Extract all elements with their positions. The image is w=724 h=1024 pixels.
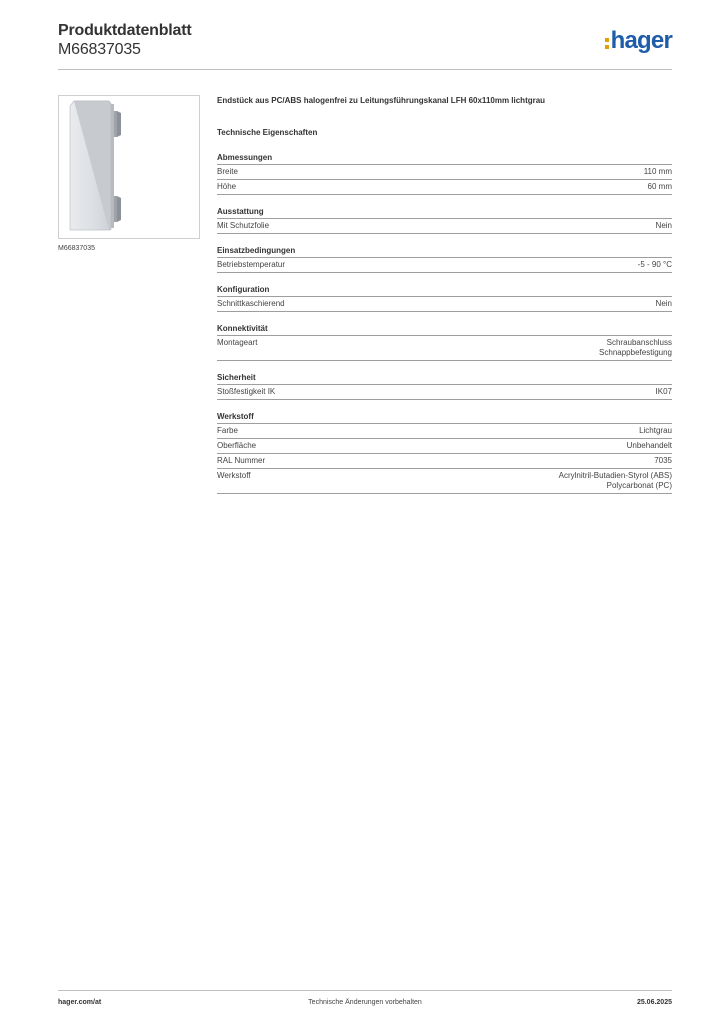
- footer-website-link[interactable]: hager.com/at: [58, 999, 102, 1006]
- spec-label: RAL Nummer: [217, 456, 266, 465]
- spec-value: 7035: [654, 456, 672, 465]
- spec-label: Mit Schutzfolie: [217, 221, 270, 230]
- spec-row: [217, 385, 672, 400]
- spec-label: Stoßfestigkeit IK: [217, 387, 276, 396]
- spec-group-title: Konfiguration: [217, 285, 672, 297]
- spec-group-title: Einsatzbedingungen: [217, 246, 672, 258]
- spec-value: [599, 338, 672, 358]
- end-cap-illustration: [59, 96, 199, 238]
- spec-value-line: Schraubanschluss: [606, 338, 672, 347]
- footer-date: 25.06.2025: [636, 999, 672, 1006]
- spec-value: 60 mm: [647, 182, 672, 191]
- spec-value: IK07: [655, 387, 672, 396]
- spec-label: Werkstoff: [217, 471, 251, 480]
- spec-label: Montageart: [217, 338, 258, 347]
- product-description: Endstück aus PC/ABS halogenfrei zu Leitungsführungskanal LFH 60x110mm lichtgrau: [217, 96, 546, 105]
- spec-row: [217, 180, 672, 195]
- spec-group-ausstattung: [217, 207, 672, 234]
- spec-group-werkstoff: [217, 412, 672, 494]
- spec-group-title: Abmessungen: [217, 153, 672, 165]
- spec-label: Oberfläche: [217, 441, 257, 450]
- spec-value: Lichtgrau: [639, 426, 672, 435]
- product-code: M66837035: [58, 41, 141, 58]
- spec-value: Nein: [655, 221, 672, 230]
- spec-row: [217, 258, 672, 273]
- spec-label: Höhe: [217, 182, 237, 191]
- spec-value-line: Schnappbefestigung: [599, 348, 672, 357]
- specs-title: Technische Eigenschaften: [217, 128, 318, 137]
- spec-label: Breite: [217, 167, 238, 176]
- spec-group-title: Sicherheit: [217, 373, 672, 385]
- spec-label: Betriebstemperatur: [217, 260, 286, 269]
- spec-label: Farbe: [217, 426, 238, 435]
- spec-row: [217, 219, 672, 234]
- logo-text: hager: [610, 27, 672, 54]
- spec-row: [217, 165, 672, 180]
- spec-value: Nein: [655, 299, 672, 308]
- spec-group-abmessungen: [217, 153, 672, 195]
- logo-dots-icon: [605, 38, 609, 49]
- spec-value: 110 mm: [643, 167, 672, 176]
- spec-group-konfiguration: [217, 285, 672, 312]
- spec-value: -5 - 90 °C: [637, 260, 672, 269]
- product-details: [217, 96, 672, 494]
- spec-group-konnektivitaet: [217, 324, 672, 361]
- spec-row: [217, 424, 672, 439]
- footer-notice: Technische Änderungen vorbehalten: [308, 999, 422, 1006]
- image-caption: M66837035: [58, 245, 95, 252]
- document-title: Produktdatenblatt: [58, 22, 192, 39]
- spec-row: [217, 297, 672, 312]
- spec-group-einsatzbedingungen: [217, 246, 672, 273]
- spec-row: [217, 336, 672, 361]
- spec-value-line: Polycarbonat (PC): [606, 481, 672, 490]
- spec-group-title: Werkstoff: [217, 412, 672, 424]
- spec-value: [559, 471, 672, 491]
- spec-value-line: Acrylnitril-Butadien-Styrol (ABS): [558, 471, 672, 480]
- spec-group-title: Ausstattung: [217, 207, 672, 219]
- spec-row: [217, 454, 672, 469]
- spec-row: [217, 439, 672, 454]
- spec-value: Unbehandelt: [626, 441, 672, 450]
- spec-group-title: Konnektivität: [217, 324, 672, 336]
- page-header: [58, 22, 672, 70]
- product-image: [58, 95, 200, 239]
- page-footer: [58, 990, 672, 1010]
- hager-logo[interactable]: [605, 28, 672, 54]
- spec-group-sicherheit: [217, 373, 672, 400]
- spec-label: Schnittkaschierend: [217, 299, 285, 308]
- spec-row: [217, 469, 672, 494]
